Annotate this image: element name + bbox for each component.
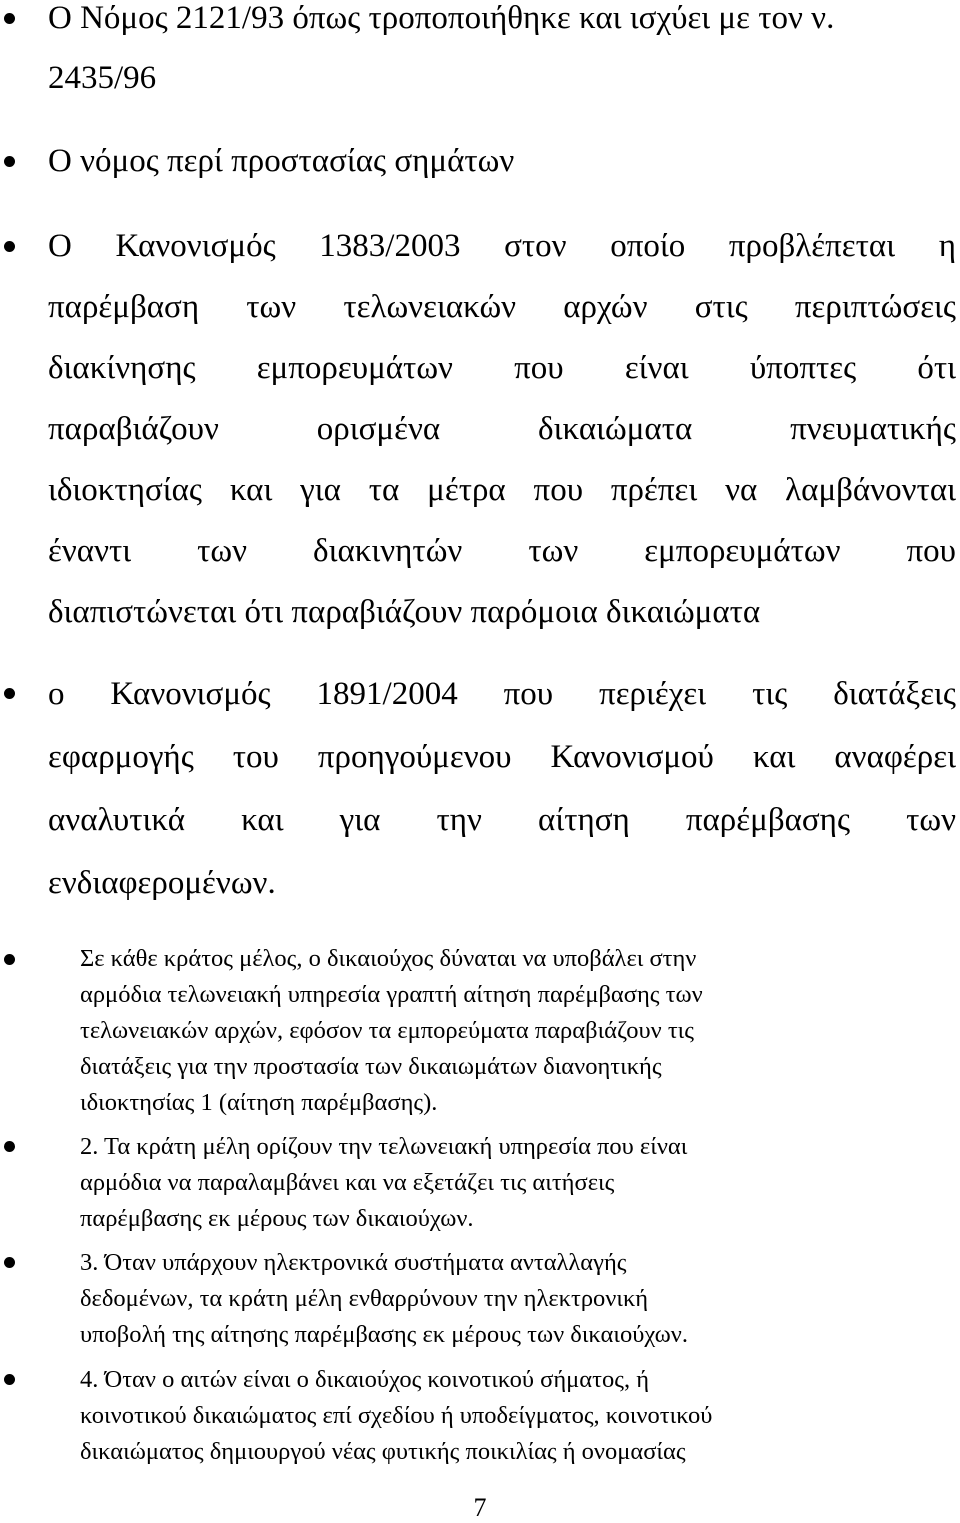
item-line: αρμόδια να παραλαμβάνει και να εξετάζει τις αιτήσεις [80,1169,615,1196]
item-line: 4. Όταν ο αιτών είναι ο δικαιούχος κοινοτικού σήματος, ή [80,1366,650,1393]
item-line: τελωνειακών αρχών, εφόσον τα εμπορεύματα παραβιάζουν τις [80,1017,694,1044]
item-line: Ο νόμος περί προστασίας σημάτων [48,143,515,179]
item-line: παρέμβαση των τελωνειακών αρχών στις περιπτώσεις [48,289,956,325]
item-line: δεδομένων, τα κράτη μέλη ενθαρρύνουν την ηλεκτρονική [80,1285,649,1312]
item-line: εφαρμογής του προηγούμενου Κανονισμού και αναφέρει [48,739,956,775]
item-line: διατάξεις για την προστασία των δικαιωμάτων διανοητικής [80,1053,662,1080]
bullet-icon [4,1374,15,1385]
item-line: κοινοτικού δικαιώματος επί σχεδίου ή υποδείγματος, κοινοτικού [80,1402,713,1429]
item-line: διακίνησης εμπορευμάτων που είναι ύποπτες ότι [48,350,956,386]
item-line: Ο Νόμος 2121/93 όπως τροποποιήθηκε και ισχύει με τον ν. [48,0,835,36]
page-number: 7 [473,1493,487,1522]
item-line: ιδιοκτησίας και για τα μέτρα που πρέπει να λαμβάνονται [48,472,956,508]
bullet-icon [4,1141,15,1152]
item-line: υποβολή της αίτησης παρέμβασης εκ μέρους των δικαιούχων. [80,1321,689,1348]
bullet-icon [4,241,15,252]
item-line: 2. Τα κράτη μέλη ορίζουν την τελωνειακή υπηρεσία που είναι [80,1133,688,1160]
item-line: αναλυτικά και για την αίτηση παρέμβασης των [48,802,956,838]
item-line: 3. Όταν υπάρχουν ηλεκτρονικά συστήματα ανταλλαγής [80,1249,627,1276]
bullet-icon [4,13,15,24]
bullet-icon [4,688,15,699]
item-line: δικαιώματος δημιουργού νέας φυτικής ποικιλίας ή ονομασίας [80,1438,686,1465]
bullet-icon [4,1257,15,1268]
item-line: ενδιαφερομένων. [48,865,276,901]
item-line: παραβιάζουν ορισμένα δικαιώματα πνευματικής [48,411,956,447]
item-line: παρέμβασης εκ μέρους των δικαιούχων. [80,1205,474,1232]
item-line: ιδιοκτησίας 1 (αίτηση παρέμβασης). [80,1089,438,1116]
bullet-icon [4,954,15,965]
item-line: Σε κάθε κράτος μέλος, ο δικαιούχος δύναται να υποβάλει στην [80,945,697,972]
bullet-icon [4,156,15,167]
item-line: Ο Κανονισμός 1383/2003 στον οποίο προβλέπεται η [48,228,956,264]
item-line: αρμόδια τελωνειακή υπηρεσία γραπτή αίτηση παρέμβασης των [80,981,703,1008]
item-line: 2435/96 [48,60,157,96]
item-line: ο Κανονισμός 1891/2004 που περιέχει τις διατάξεις [48,676,956,712]
item-line: έναντι των διακινητών των εμπορευμάτων που [48,533,956,569]
item-line: διαπιστώνεται ότι παραβιάζουν παρόμοια δικαιώματα [48,594,761,630]
